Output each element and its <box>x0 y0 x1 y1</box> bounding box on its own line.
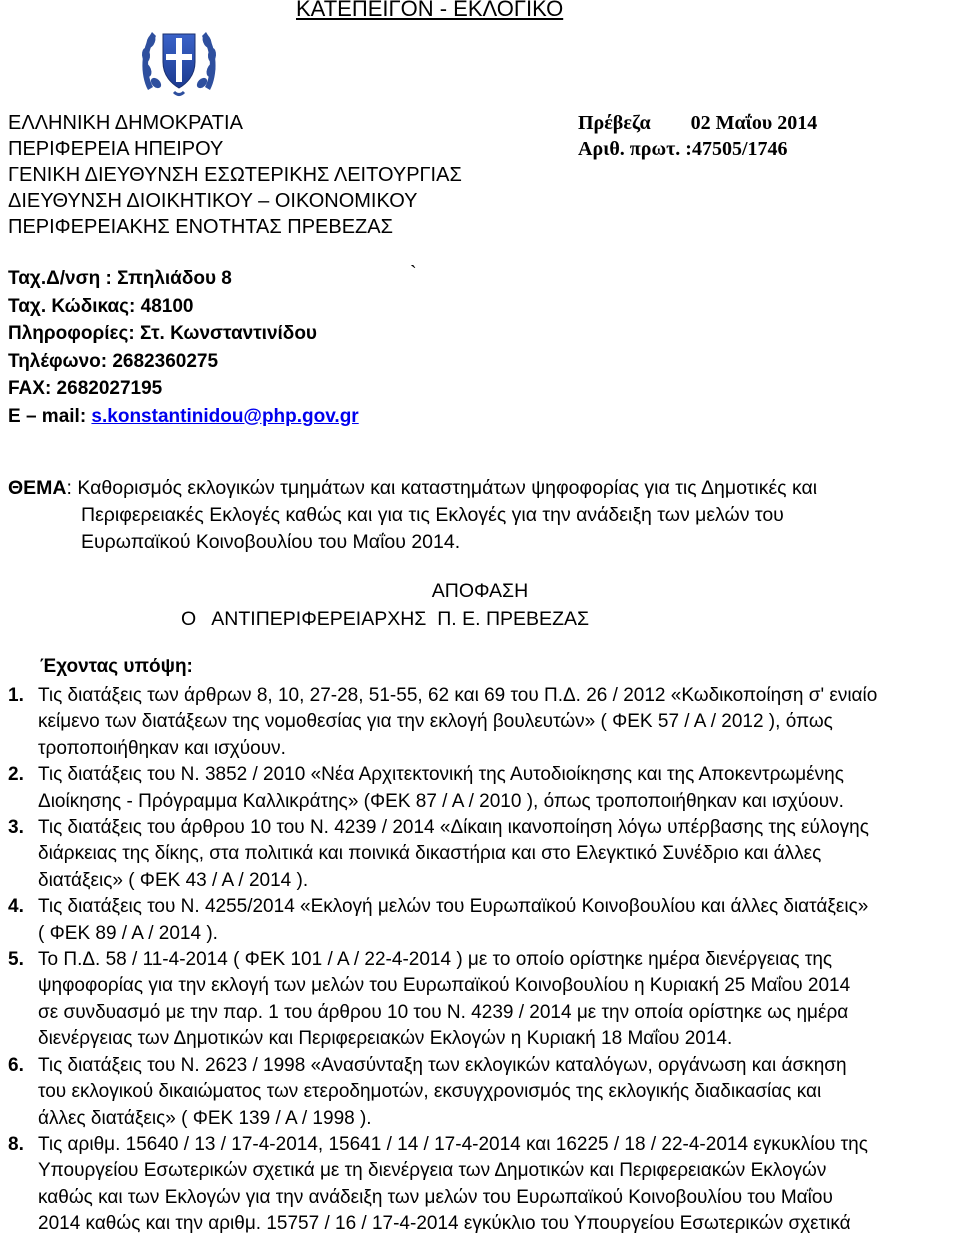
item-line: τροποποιήθηκαν και ισχύουν. <box>38 737 286 759</box>
decision-title: ΑΠΟΦΑΣΗ <box>431 580 529 602</box>
item-line: Το Π.Δ. 58 / 11-4-2014 ( ΦΕΚ 101 / Α / 22-4-2014 ) με το οποίο ορίστηκε ημέρα διενέργειας της <box>38 949 833 971</box>
phone-line: Τηλέφωνο: 2682360275 <box>8 350 219 372</box>
authority-line: ΠΕΡΙΦΕΡΕΙΑ ΗΠΕΙΡΟΥ <box>8 138 224 160</box>
item-line: Τις διατάξεις των άρθρων 8, 10, 27-28, 51-55, 62 και 69 του Π.Δ. 26 / 2012 «Κωδικοποίηση σ' ενιαίο <box>38 685 878 706</box>
info-line: Πληροφορίες: Στ. Κωνσταντινίδου <box>8 323 317 344</box>
item-number: 5. <box>8 949 24 971</box>
list-item <box>8 815 953 894</box>
item-line: Υπουργείου Εσωτερικών σχετικά με τη διενέργεια των Δημοτικών και Περιφερειακών Εκλογών <box>38 1160 827 1182</box>
item-line: καθώς και των Εκλογών για την ανάδειξη των μελών του Ευρωπαϊκού Κοινοβουλίου του Μαΐου <box>38 1186 833 1208</box>
item-number: 4. <box>8 896 24 918</box>
item-number: 3. <box>8 817 24 839</box>
list-item <box>8 762 953 815</box>
authority-line: ΕΛΛΗΝΙΚΗ ΔΗΜΟΚΡΑΤΙΑ <box>8 112 243 134</box>
authority-line: ΓΕΝΙΚΗ ΔΙΕΥΘΥΝΣΗ ΕΣΩΤΕΡΙΚΗΣ ΛΕΙΤΟΥΡΓΙΑΣ <box>8 164 462 186</box>
item-line: διενέργειας των Δημοτικών και Περιφερειακών Εκλογών η Κυριακή 18 Μαΐου 2014. <box>38 1028 733 1050</box>
item-line: διατάξεις» ( ΦΕΚ 43 / Α / 2014 ). <box>38 869 309 891</box>
subject-line: Ευρωπαϊκού Κοινοβουλίου του Μαΐου 2014. <box>81 531 461 553</box>
list-item <box>8 947 953 1053</box>
authority-line: ΔΙΕΥΘΥΝΣΗ ΔΙΟΙΚΗΤΙΚΟΥ – ΟΙΚΟΝΟΜΙΚΟΥ <box>8 190 418 212</box>
document-date: 02 Μαΐου 2014 <box>690 112 818 134</box>
item-line: διάρκειας της δίκης, στα πολιτικά και ποινικά δικαστήρια και στο Ελεγκτικό Συνέδριο και άλλες <box>38 843 822 865</box>
item-number: 2. <box>8 764 24 786</box>
stray-mark: ` <box>410 262 417 284</box>
item-line: άλλες διατάξεις» ( ΦΕΚ 139 / Α / 1998 ). <box>38 1107 372 1129</box>
item-line: ψηφοφορίας για την εκλογή των μελών του Ευρωπαϊκού Κοινοβουλίου η Κυριακή 25 Μαΐου 2014 <box>38 975 851 997</box>
document-meta <box>578 110 817 162</box>
considerations-list <box>8 683 953 1238</box>
protocol-label: Αριθ. πρωτ. <box>578 138 681 160</box>
postal-code-line: Ταχ. Κώδικας: 48100 <box>8 295 194 317</box>
item-line: Τις αριθμ. 15640 / 13 / 17-4-2014, 15641 / 14 / 17-4-2014 και 16225 / 18 / 22-4-2014 εγκυκλίου της <box>38 1133 868 1155</box>
having-in-mind-heading: Έχοντας υπόψη: <box>40 656 193 677</box>
item-number: 8. <box>8 1133 24 1155</box>
item-number: 6. <box>8 1054 24 1076</box>
email-line <box>8 403 359 431</box>
email-label: E – mail: <box>8 405 92 427</box>
authority-line: ΠΕΡΙΦΕΡΕΙΑΚΗΣ ΕΝΟΤΗΤΑΣ ΠΡΕΒΕΖΑΣ <box>8 216 393 238</box>
item-line: κείμενο των διατάξεων της νομοθεσίας για την εκλογή βουλευτών» ( ΦΕΚ 57 / Α / 2012 ), όπως <box>38 711 833 733</box>
subject-line: Περιφερειακές Εκλογές καθώς και για τις Εκλογές για την ανάδειξη των μελών του <box>81 504 784 526</box>
list-item <box>8 1053 953 1132</box>
fax-line: FAX: 2682027195 <box>8 378 163 399</box>
contact-details <box>8 265 359 430</box>
item-line: ( ΦΕΚ 89 / Α / 2014 ). <box>38 922 218 944</box>
decision-subtitle <box>0 608 865 631</box>
list-item <box>8 894 953 947</box>
protocol-number: :47505/1746 <box>685 138 788 160</box>
issuing-authority <box>8 110 462 240</box>
urgent-title: ΚΑΤΕΠΕΙΓΟΝ - ΕΚΛΟΓΙΚΟ <box>296 0 564 21</box>
list-item <box>8 683 953 762</box>
greek-coat-of-arms-icon <box>138 20 220 100</box>
subject-label: ΘΕΜΑ <box>8 477 67 499</box>
place-label: Πρέβεζα <box>578 112 651 134</box>
item-line: Τις διατάξεις του Ν. 2623 / 1998 «Ανασύνταξη των εκλογικών καταλόγων, οργάνωση και άσκηση <box>38 1054 847 1076</box>
item-line: 2014 καθώς και την αριθμ. 15757 / 16 / 17-4-2014 εγκύκλιο του Υπουργείου Εσωτερικών σχετικά <box>38 1213 851 1235</box>
list-item <box>8 1132 953 1238</box>
item-line: Διοίκησης - Πρόγραμμα Καλλικράτης» (ΦΕΚ 87 / Α / 2010 ), όπως τροποποιήθηκαν και ισχύουν. <box>38 790 844 812</box>
subject-line: : Καθορισμός εκλογικών τμημάτων και καταστημάτων ψηφοφορίας για τις Δημοτικές και <box>66 477 818 499</box>
item-number: 1. <box>8 685 24 706</box>
item-line: του εκλογικού δικαιώματος των ετεροδημοτών, εκσυγχρονισμός της εκλογικής διαδικασίας και <box>38 1081 822 1103</box>
item-line: Τις διατάξεις του άρθρου 10 του Ν. 4239 / 2014 «Δίκαιη ικανοποίηση λόγω υπέρβασης της εύλογης <box>38 817 869 839</box>
address-line: Ταχ.Δ/νση : Σπηλιάδου 8 <box>8 268 232 289</box>
subject-block <box>8 475 948 556</box>
decision-subtitle-text: Ο ΑΝΤΙΠΕΡΙΦΕΡΕΙΑΡΧΗΣ Π. Ε. ΠΡΕΒΕΖΑΣ <box>180 608 590 630</box>
item-line: σε συνδυασμό με την παρ. 1 του άρθρου 10 του Ν. 4239 / 2014 με την οποία ορίστηκε ως ημέρα <box>38 1001 849 1023</box>
item-line: Τις διατάξεις του Ν. 3852 / 2010 «Νέα Αρχιτεκτονική της Αυτοδιοίκησης και της Αποκεντρωμένης <box>38 764 844 786</box>
email-link[interactable]: s.konstantinidou@php.gov.gr <box>91 405 359 427</box>
item-line: Τις διατάξεις του Ν. 4255/2014 «Εκλογή μελών του Ευρωπαϊκού Κοινοβουλίου και άλλες διατάξεις» <box>38 896 869 918</box>
